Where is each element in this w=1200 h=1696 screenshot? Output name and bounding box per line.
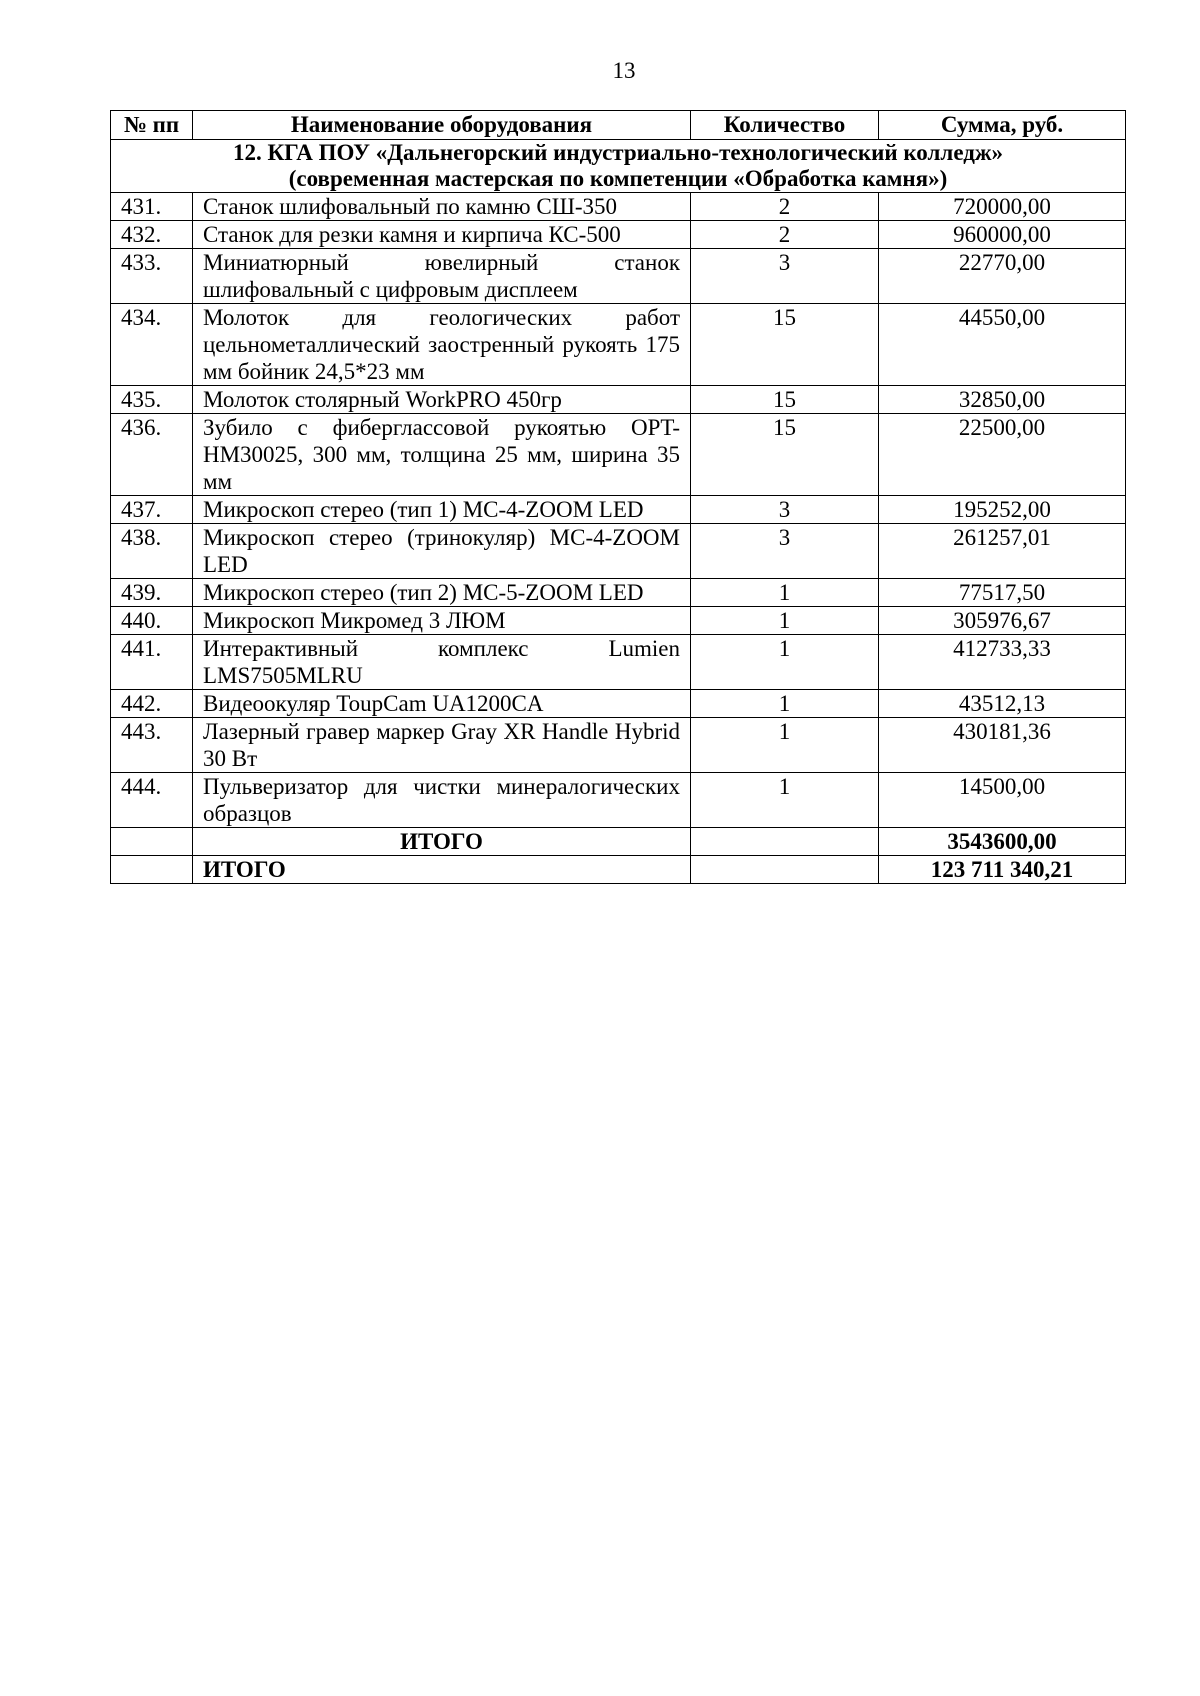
row-num: 440. [111,607,193,635]
row-num: 438. [111,524,193,579]
row-qty: 1 [691,690,879,718]
row-sum: 430181,36 [879,718,1126,773]
row-num: 433. [111,249,193,304]
row-sum: 960000,00 [879,221,1126,249]
row-sum: 305976,67 [879,607,1126,635]
grand-total-sum: 123 711 340,21 [879,856,1126,884]
row-sum: 44550,00 [879,304,1126,386]
table-row [111,249,1126,304]
row-name: Молоток для геологических работ цельнометаллический заостренный рукоять 175 мм бойник 24,5*23 мм [193,304,691,386]
row-qty: 15 [691,304,879,386]
table-row [111,496,1126,524]
row-num: 435. [111,386,193,414]
header-sum: Сумма, руб. [879,111,1126,140]
row-name: Миниатюрный ювелирный станок шлифовальный с цифровым дисплеем [193,249,691,304]
table-row [111,579,1126,607]
subtotal-row [111,828,1126,856]
row-qty: 3 [691,249,879,304]
table-row [111,718,1126,773]
row-qty: 1 [691,607,879,635]
subtotal-num-cell [111,828,193,856]
subtotal-qty-cell [691,828,879,856]
row-num: 434. [111,304,193,386]
grand-total-row [111,856,1126,884]
row-name: Микроскоп Микромед 3 ЛЮМ [193,607,691,635]
header-qty: Количество [691,111,879,140]
row-qty: 1 [691,718,879,773]
row-name: Микроскоп стерео (тринокуляр) MC-4-ZOOM LED [193,524,691,579]
table-row [111,386,1126,414]
row-num: 441. [111,635,193,690]
header-num: № пп [111,111,193,140]
row-name: Видеоокуляр ToupCam UA1200CA [193,690,691,718]
section-title-line2: (современная мастерская по компетенции «Обработка камня») [288,166,948,191]
row-name: Лазерный гравер маркер Gray XR Handle Hybrid 30 Вт [193,718,691,773]
row-qty: 1 [691,773,879,828]
row-sum: 195252,00 [879,496,1126,524]
row-num: 436. [111,414,193,496]
subtotal-label: ИТОГО [193,828,691,856]
table-row [111,607,1126,635]
section-row [111,140,1126,193]
page-number: 13 [612,58,636,83]
table-row [111,524,1126,579]
row-qty: 3 [691,496,879,524]
row-name: Интерактивный комплекс Lumien LMS7505MLRU [193,635,691,690]
row-sum: 22770,00 [879,249,1126,304]
row-num: 437. [111,496,193,524]
row-sum: 77517,50 [879,579,1126,607]
row-name: Пульверизатор для чистки минералогических образцов [193,773,691,828]
header-name: Наименование оборудования [193,111,691,140]
row-num: 431. [111,193,193,221]
row-name: Зубило с фиберглассовой рукоятью OPT-HM30025, 300 мм, толщина 25 мм, ширина 35 мм [193,414,691,496]
row-sum: 14500,00 [879,773,1126,828]
row-sum: 32850,00 [879,386,1126,414]
table-row [111,635,1126,690]
row-qty: 1 [691,635,879,690]
grand-total-qty-cell [691,856,879,884]
table-row [111,414,1126,496]
row-qty: 1 [691,579,879,607]
row-qty: 3 [691,524,879,579]
section-title [111,140,1126,193]
row-name: Микроскоп стерео (тип 2) MC-5-ZOOM LED [193,579,691,607]
row-sum: 261257,01 [879,524,1126,579]
table-row [111,193,1126,221]
row-qty: 15 [691,386,879,414]
row-name: Микроскоп стерео (тип 1) MC-4-ZOOM LED [193,496,691,524]
row-sum: 720000,00 [879,193,1126,221]
equipment-table [110,110,1126,884]
row-num: 432. [111,221,193,249]
row-num: 439. [111,579,193,607]
row-qty: 2 [691,193,879,221]
row-name: Станок для резки камня и кирпича КС-500 [193,221,691,249]
row-num: 444. [111,773,193,828]
row-sum: 412733,33 [879,635,1126,690]
row-num: 442. [111,690,193,718]
table-header-row [111,111,1126,140]
row-qty: 2 [691,221,879,249]
row-sum: 43512,13 [879,690,1126,718]
table-row [111,773,1126,828]
row-name: Молоток столярный WorkPRO 450гр [193,386,691,414]
row-name: Станок шлифовальный по камню СШ-350 [193,193,691,221]
section-title-line1: 12. КГА ПОУ «Дальнегорский индустриально-технологический колледж» [232,140,1004,165]
grand-total-num-cell [111,856,193,884]
table-row [111,221,1126,249]
subtotal-sum: 3543600,00 [879,828,1126,856]
table-row [111,304,1126,386]
row-num: 443. [111,718,193,773]
grand-total-label: ИТОГО [193,856,691,884]
row-qty: 15 [691,414,879,496]
table-row [111,690,1126,718]
row-sum: 22500,00 [879,414,1126,496]
